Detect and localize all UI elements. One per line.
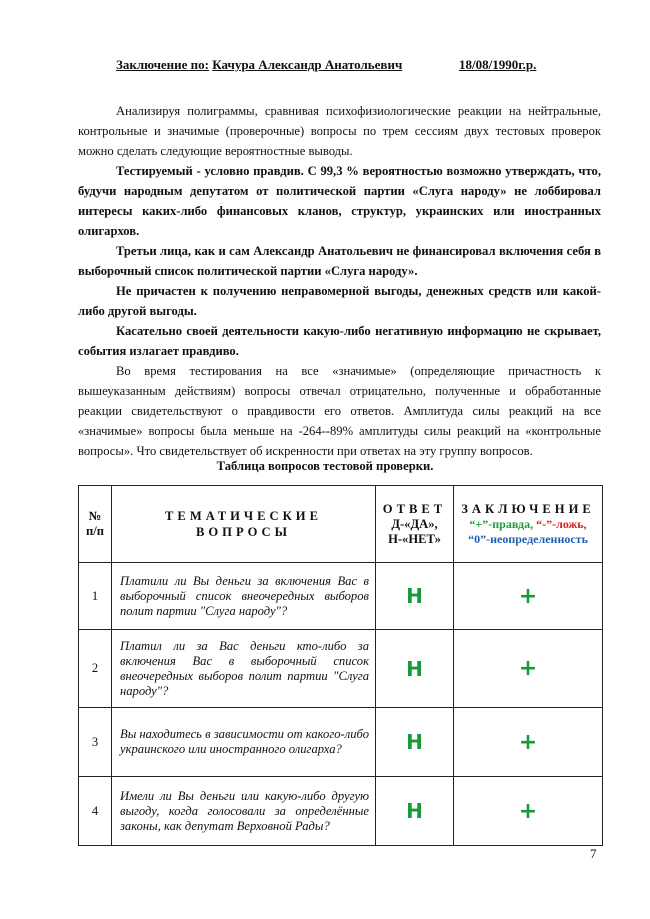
row-conclusion	[454, 708, 603, 777]
header-number-line2: п/п	[85, 524, 104, 538]
row-number: 2	[79, 630, 112, 708]
header-answer-line1: ОТВЕТ	[382, 501, 447, 516]
header-conclusion	[454, 486, 603, 563]
legend-undefined: “0”-неопределенность	[468, 531, 588, 546]
row-conclusion	[454, 630, 603, 708]
birth-date: 18/08/1990г.р.	[459, 57, 537, 72]
row-number: 4	[79, 777, 112, 846]
row-question: Платил ли за Вас деньги кто-либо за включения Вас в выборочный список внеочередных выборов полит партии "Слуга народу"?	[112, 630, 376, 708]
header-topic-line1: ТЕМАТИЧЕСКИЕ	[165, 509, 322, 523]
header-conclusion-line1: ЗАКЛЮЧЕНИЕ	[461, 501, 595, 516]
table-row	[79, 777, 603, 846]
table-row	[79, 630, 603, 708]
row-answer	[376, 563, 454, 630]
plus-icon: +	[518, 798, 538, 824]
table-header-row	[79, 486, 603, 563]
row-question: Вы находитесь в зависимости от какого-либо украинского или иностранного олигарха?	[112, 708, 376, 777]
row-question: Имели ли Вы деньги или какую-либо другую выгоду, когда голосовали за определённые законы, как депутат Верховной Рады?	[112, 777, 376, 846]
document-header	[116, 57, 596, 73]
row-answer	[376, 777, 454, 846]
answer-no-mark: Н	[406, 656, 423, 681]
table-row	[79, 563, 603, 630]
table-row	[79, 708, 603, 777]
header-answer-line3: Н-«НЕТ»	[388, 531, 441, 546]
row-answer	[376, 630, 454, 708]
answer-no-mark: Н	[406, 584, 423, 608]
paragraph-verdict: Тестируемый - условно правдив. С 99,3 % вероятностью возможно утверждать, что, будучи народным депутатом от политической партии «Слуга народу» не лоббировал интересы каких-либо финансовых кланов, структур, украинских или иностранных олигархов.	[78, 164, 601, 238]
header-topic-line2: ВОПРОСЫ	[195, 525, 292, 539]
row-question: Платили ли Вы деньги за включения Вас в выборочный список внеочередных выборов полит партии "Слуга народу"?	[112, 563, 376, 630]
row-conclusion	[454, 563, 603, 630]
conclusion-body	[78, 101, 601, 461]
subject-name: Качура Александр Анатольевич	[212, 57, 403, 72]
header-label: Заключение по:	[116, 57, 210, 72]
row-conclusion	[454, 777, 603, 846]
questions-table	[78, 485, 603, 846]
header-topic	[112, 486, 376, 563]
header-answer-line2: Д-«ДА»,	[391, 516, 438, 531]
paragraph-activity: Касательно своей деятельности какую-либо негативную информацию не скрывает, события излагает правдиво.	[78, 324, 601, 358]
paragraph-benefit: Не причастен к получению неправомерной выгоды, денежных средств или какой-либо другой выгоды.	[78, 284, 601, 318]
answer-no-mark: Н	[406, 799, 423, 823]
answer-no-mark: Н	[406, 730, 423, 754]
paragraph-financing: Третьи лица, как и сам Александр Анатольевич не финансировал включения себя в выборочный список политической партии «Слуга народу».	[78, 244, 601, 278]
header-answer	[376, 486, 454, 563]
row-number: 1	[79, 563, 112, 630]
plus-icon: +	[518, 729, 538, 755]
row-answer	[376, 708, 454, 777]
header-number-line1: №	[88, 509, 102, 523]
header-number	[79, 486, 112, 563]
plus-icon: +	[518, 583, 538, 609]
plus-icon: +	[518, 656, 538, 681]
table-title: Таблица вопросов тестовой проверки.	[216, 459, 434, 473]
paragraph-testing: Во время тестирования на все «значимые» (определяющие причастность к вышеуказанным действиям) вопросы отвечал отрицательно, полученные и обработанные реакции свидетельствуют о правдивости его ответов. Амплитуда силы реакций на все «значимые» вопросы была меньше на -264--89% амплитуды силы реакций на «контрольные вопросы». Что свидетельствует об искренности при ответах на эту группу вопросов.	[78, 364, 601, 458]
row-number: 3	[79, 708, 112, 777]
page-number: 7	[590, 846, 597, 861]
legend-false: “-”-ложь,	[536, 516, 587, 531]
legend-true: “+”-правда,	[469, 516, 534, 531]
paragraph-intro: Анализируя полиграммы, сравнивая психофизиологические реакции на нейтральные, контрольные и значимые (проверочные) вопросы по трем сессиям двух тестовых проверок можно сделать следующие вероятностные выводы.	[78, 104, 601, 158]
